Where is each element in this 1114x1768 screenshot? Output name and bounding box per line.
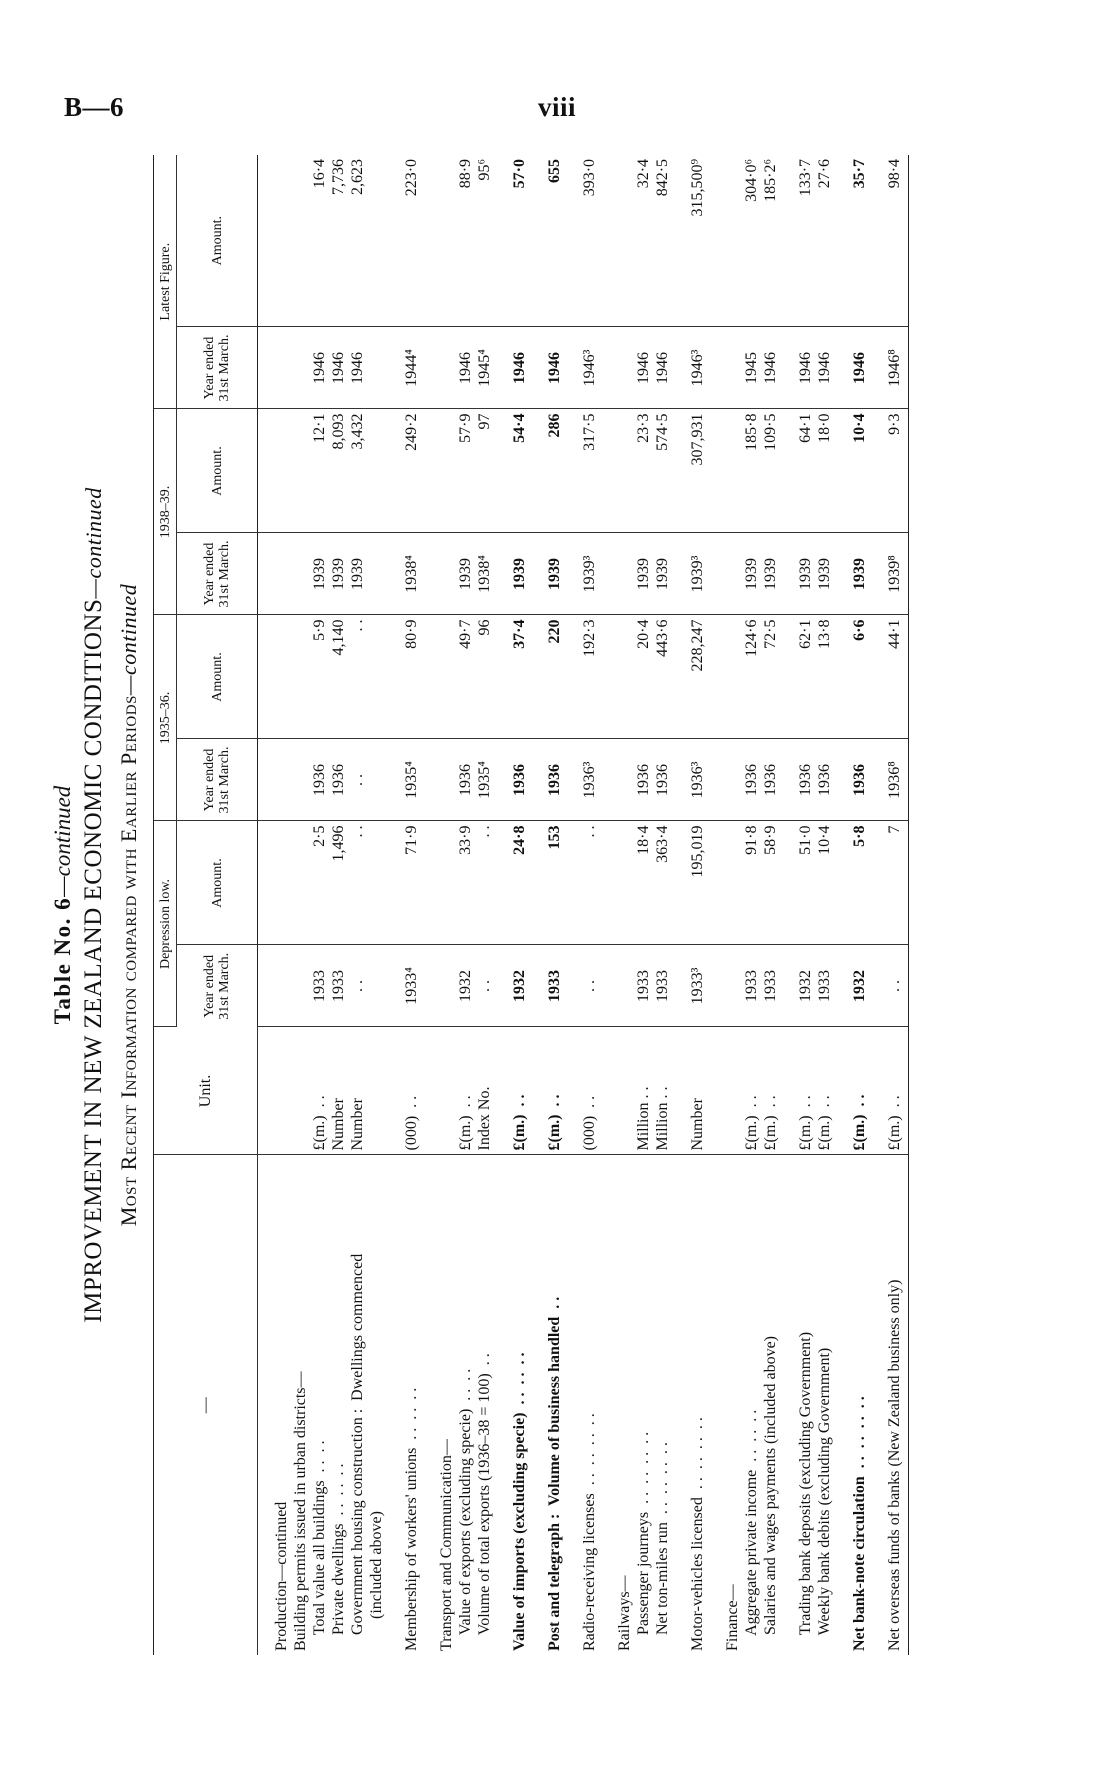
y1935-36-amount: 20·4 443·6 [599,615,672,739]
table-row [421,155,494,1655]
row-label: Radio-receiving licenses . . . . . . . . [581,1413,598,1651]
y1938-39-year: 1939³ [672,533,707,615]
y1935-36-amount: 62·1 13·8 [780,615,834,739]
header-group-depression: Depression low. [154,821,177,1027]
header-year: Year ended 31st March. [177,739,258,821]
page-reference: B—6 [64,92,125,122]
depression-year: 1933 1933 [599,945,672,1027]
latest-amount: 98·4 [869,155,909,327]
y1935-36-year: 1936⁸ [869,739,909,821]
latest-year: 1946 [834,327,869,409]
y1938-39-amount: 307,931 [672,409,707,533]
table-row [780,155,834,1655]
depression-amount: 7 [869,821,909,945]
row-unit: £(m.) . . [529,1027,564,1155]
row-unit: £(m.) . . Index No. [421,1027,494,1155]
header-amount: Amount. [177,615,258,739]
depression-amount: 18·4 363·4 [599,821,672,945]
y1938-39-amount: 10·4 [834,409,869,533]
header-amount: Amount. [177,821,258,945]
y1938-39-year: 1939³ [564,533,599,615]
depression-amount: 91·8 58·9 [707,821,780,945]
y1938-39-amount: 64·1 18·0 [780,409,834,533]
y1938-39-year: 1939⁸ [869,533,909,615]
row-label: Production—continued Building permits issued in urban districts— Total value all buildings . . . . Private dwellings . . . . . . Government housing construction : Dwellings commenced (included above) [273,1253,385,1651]
table-row [494,155,529,1655]
row-label: Motor-vehicles licensed . . . . . . . . [689,1417,706,1651]
header-year: Year ended 31st March. [177,327,258,409]
header-description: — [154,1155,258,1655]
depression-amount: . . [564,821,599,945]
y1938-39-amount: 185·8 109·5 [707,409,780,533]
row-label: Transport and Communication— Value of exports (excluding specie) . . . . Volume of total exports (1936–38 = 100) . . [438,1353,493,1651]
depression-year: 1933 [529,945,564,1027]
latest-amount: 223·0 [386,155,421,327]
y1935-36-year: 1936 [494,739,529,821]
y1935-36-year: 1936 1936 . . [258,739,387,821]
depression-amount: 71·9 [386,821,421,945]
y1938-39-year: 1939 [494,533,529,615]
y1938-39-amount: 23·3 574·5 [599,409,672,533]
latest-amount: 35·7 [834,155,869,327]
row-unit: £(m.) . . £(m.) . . [707,1027,780,1155]
y1935-36-year: 1936 1936 [780,739,834,821]
latest-year: 1946³ [564,327,599,409]
y1938-39-year: 1939 1939 [780,533,834,615]
latest-year: 1946⁸ [869,327,909,409]
row-unit: £(m.) . . Number Number [258,1027,387,1155]
row-unit: £(m.) . . £(m.) . . [780,1027,834,1155]
row-unit: (000) . . [386,1027,421,1155]
y1938-39-year: 1939 [834,533,869,615]
latest-year: 1945 1946 [707,327,780,409]
row-label: Finance— Aggregate private income . . . . . . Salaries and wages payments (included above) [724,1335,779,1651]
row-label: Membership of workers' unions . . . . . . [403,1387,420,1651]
y1938-39-amount: 317·5 [564,409,599,533]
depression-amount: 2·5 1,496 . . [258,821,387,945]
latest-year: 1946 1946 1946 [258,327,387,409]
row-label: Net overseas funds of banks (New Zealand business only) [869,1155,909,1655]
table-row [834,155,869,1655]
latest-amount: 88·9 95⁶ [421,155,494,327]
row-unit: (000) . . [564,1027,599,1155]
table-number: Table No. 6—continued [50,785,75,1025]
y1935-36-year: 1935⁴ [386,739,421,821]
row-unit: £(m.) . . [869,1027,909,1155]
latest-year: 1946 1946 [780,327,834,409]
depression-year: 1933⁴ [386,945,421,1027]
y1935-36-year: 1936 1935⁴ [421,739,494,821]
table-title: IMPROVEMENT IN NEW ZEALAND ECONOMIC CONDITIONS—continued [80,487,107,1323]
y1938-39-amount: 12·1 8,093 3,432 [258,409,387,533]
depression-amount: 24·8 [494,821,529,945]
header-unit: Unit. [154,1027,258,1155]
y1935-36-year: 1936 1936 [707,739,780,821]
latest-year: 1944⁴ [386,327,421,409]
row-unit: £(m.) . . [494,1027,529,1155]
depression-year: . . [869,945,909,1027]
y1935-36-amount: 44·1 [869,615,909,739]
economic-conditions-table [153,155,909,1655]
row-unit: £(m.) . . [834,1027,869,1155]
rotated-table-page [50,155,1100,1655]
depression-year: 1932 . . [421,945,494,1027]
y1935-36-year: 1936 [529,739,564,821]
row-label: Railways— Passenger journeys . . . . . . . . Net ton-miles run . . . . . . . . [616,1431,671,1651]
y1935-36-year: 1936 1936 [599,739,672,821]
latest-year: 1946 1945⁴ [421,327,494,409]
table-row [672,155,707,1655]
y1935-36-year: 1936³ [672,739,707,821]
y1935-36-amount: 80·9 [386,615,421,739]
depression-year: . . [564,945,599,1027]
latest-amount: 57·0 [494,155,529,327]
y1938-39-amount: 57·9 97 [421,409,494,533]
table-row [869,155,909,1655]
table-subtitle: Most Recent Information compared with Earlier Periods—continued [116,583,141,1227]
y1938-39-year: 1939 1939 [707,533,780,615]
header-year: Year ended 31st March. [177,533,258,615]
y1938-39-year: 1938⁴ [386,533,421,615]
row-label: Post and telegraph : Volume of business handled . . [546,1296,563,1651]
depression-amount: 195,019 [672,821,707,945]
depression-amount: 33·9 . . [421,821,494,945]
latest-amount: 393·0 [564,155,599,327]
depression-year: 1933³ [672,945,707,1027]
row-label: Net bank-note circulation . . . . . . . . [851,1396,868,1651]
latest-amount: 16·4 7,736 2,623 [258,155,387,327]
y1935-36-amount: 228,247 [672,615,707,739]
row-label: Value of imports (excluding specie) . . . . . . [511,1352,528,1651]
latest-amount: 315,500⁹ [672,155,707,327]
y1938-39-year: 1939 [529,533,564,615]
y1935-36-year: 1936 [834,739,869,821]
y1935-36-amount: 220 [529,615,564,739]
table-row [258,155,387,1655]
header-amount: Amount. [177,155,258,327]
header-group-latest: Latest Figure. [154,155,177,409]
latest-amount: 32·4 842·5 [599,155,672,327]
header-group-1938-39: 1938–39. [154,409,177,615]
latest-year: 1946³ [672,327,707,409]
depression-amount: 51·0 10·4 [780,821,834,945]
header-group-1935-36: 1935–36. [154,615,177,821]
latest-amount: 304·0⁶ 185·2⁶ [707,155,780,327]
y1935-36-amount: 49·7 96 [421,615,494,739]
depression-year: 1932 [834,945,869,1027]
y1938-39-amount: 9·3 [869,409,909,533]
y1935-36-amount: 6·6 [834,615,869,739]
latest-year: 1946 [494,327,529,409]
header-amount: Amount. [177,409,258,533]
y1935-36-year: 1936³ [564,739,599,821]
latest-year: 1946 1946 [599,327,672,409]
y1935-36-amount: 37·4 [494,615,529,739]
y1938-39-year: 1939 1939 1939 [258,533,387,615]
depression-amount: 153 [529,821,564,945]
table-row [599,155,672,1655]
y1935-36-amount: 124·6 72·5 [707,615,780,739]
latest-amount: 655 [529,155,564,327]
table-row [707,155,780,1655]
row-unit: Number [672,1027,707,1155]
header-year: Year ended 31st March. [177,945,258,1027]
table-row [564,155,599,1655]
table-row [386,155,421,1655]
row-unit: Million . . Million . . [599,1027,672,1155]
depression-year: 1933 1933 [707,945,780,1027]
y1935-36-amount: 192·3 [564,615,599,739]
latest-year: 1946 [529,327,564,409]
depression-amount: 5·8 [834,821,869,945]
latest-amount: 133·7 27·6 [780,155,834,327]
page-number: viii [538,92,577,122]
depression-year: 1932 1933 [780,945,834,1027]
depression-year: 1933 1933 . . [258,945,387,1027]
y1938-39-amount: 249·2 [386,409,421,533]
y1938-39-year: 1939 1939 [599,533,672,615]
table-row [529,155,564,1655]
y1935-36-amount: 5·9 4,140 . . [258,615,387,739]
y1938-39-amount: 286 [529,409,564,533]
y1938-39-amount: 54·4 [494,409,529,533]
y1938-39-year: 1939 1938⁴ [421,533,494,615]
row-label: Trading bank deposits (excluding Government) Weekly bank debits (excluding Government) [797,1331,833,1636]
depression-year: 1932 [494,945,529,1027]
